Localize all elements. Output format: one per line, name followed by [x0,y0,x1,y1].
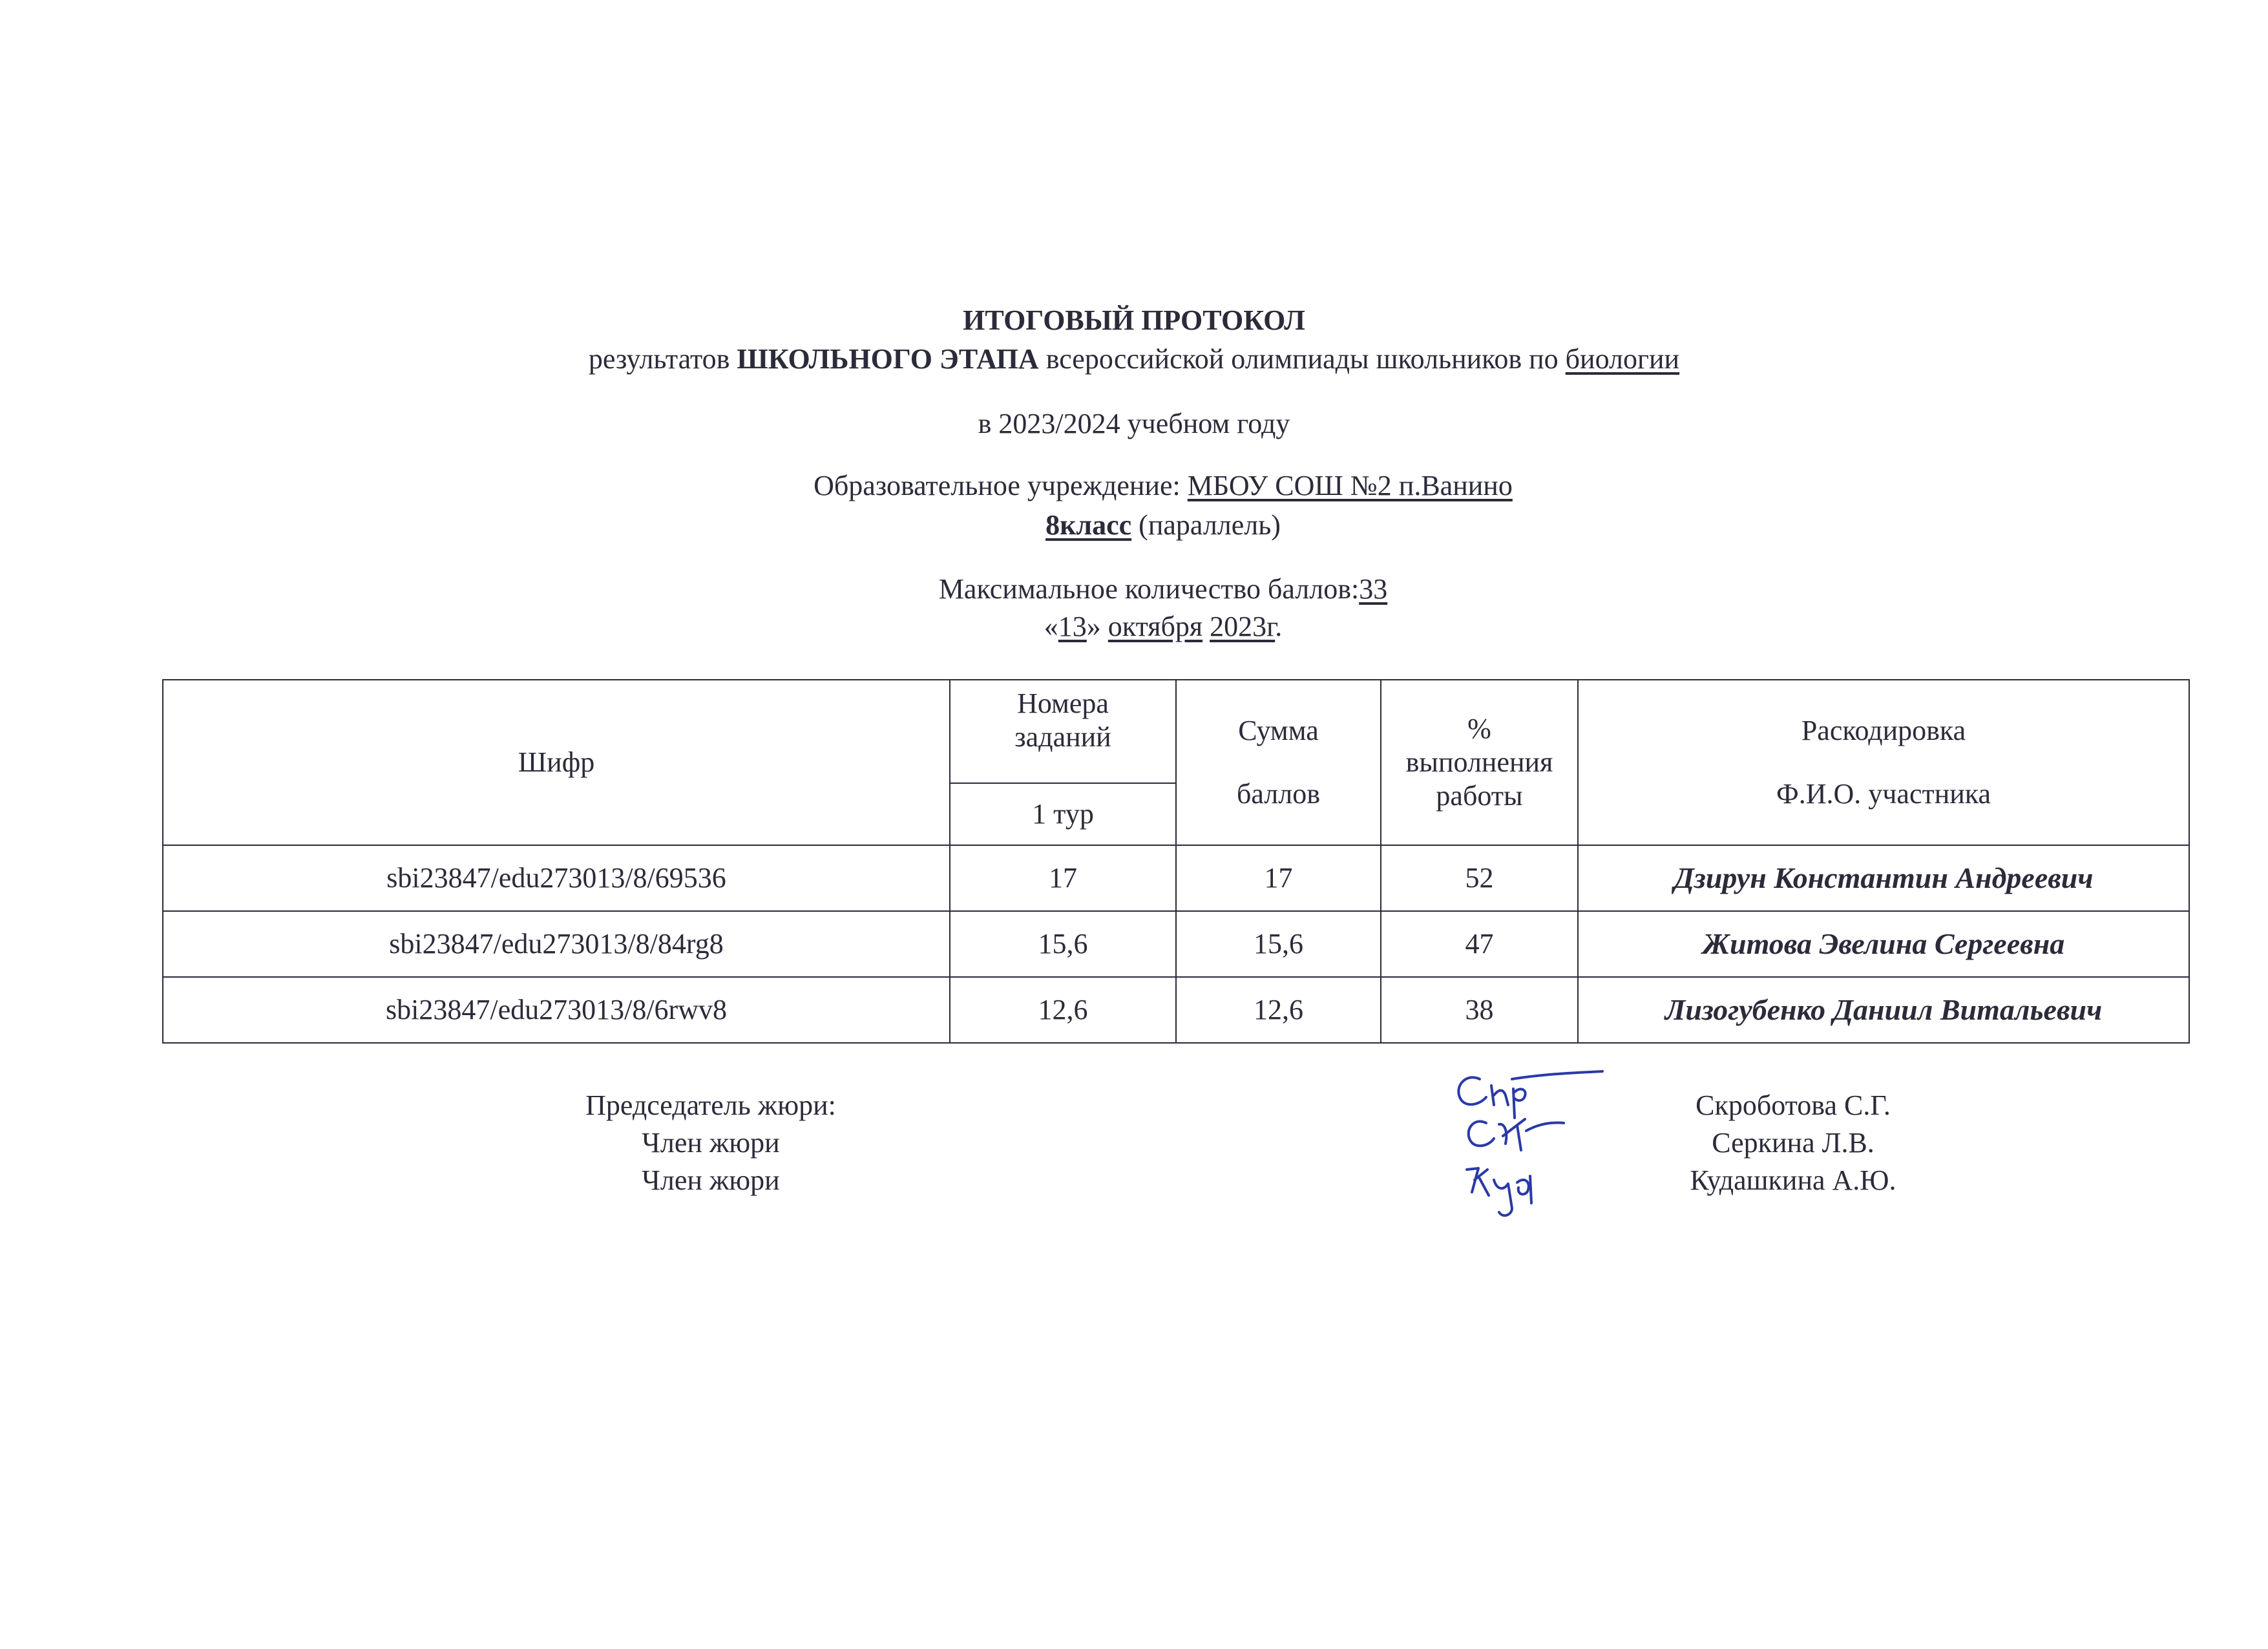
header-decode-line2: Ф.И.О. участника [1776,778,1991,810]
signature-image [1441,1060,1622,1228]
jury-chair-name: Скроботова С.Г. [1696,1089,1891,1121]
cell-sum: 12,6 [1176,977,1381,1043]
subtitle-prefix: результатов [588,343,730,375]
results-table [162,679,2190,1044]
header-sum-line1: Сумма [1238,715,1319,746]
class-line [0,507,2268,543]
table-row [163,977,2189,1043]
header-percent-line1: % [1467,713,1491,744]
document-title: ИТОГОВЫЙ ПРОТОКОЛ [963,304,1305,336]
cell-sum: 17 [1176,845,1381,911]
institution-name: МБОУ СОШ №2 п.Ванино [1187,470,1513,501]
table-row [163,911,2189,977]
header-decode [1578,680,2189,845]
jury-member-name: Серкина Л.В. [1712,1127,1874,1159]
cell-cipher: sbi23847/edu273013/8/69536 [163,845,950,911]
cell-participant-name: Житова Эвелина Сергеевна [1578,911,2189,977]
cell-round: 12,6 [950,977,1176,1043]
cell-cipher: sbi23847/edu273013/8/84rg8 [163,911,950,977]
class-value: 8класс [1045,509,1132,541]
document-subtitle [0,341,2268,377]
cell-percent: 52 [1381,845,1578,911]
jury-member-name: Кудашкина А.Ю. [1690,1164,1896,1196]
cell-participant-name: Дзирун Константин Андреевич [1578,845,2189,911]
header-task-numbers [950,680,1176,783]
class-suffix: (параллель) [1139,509,1281,541]
date-line [0,609,2268,645]
cell-round: 15,6 [950,911,1176,977]
max-score-line [0,571,2268,607]
header-percent-line3: работы [1436,780,1523,812]
cell-round: 17 [950,845,1176,911]
header-round: 1 тур [950,783,1176,845]
subject-name: биологии [1565,343,1680,375]
header-cipher: Шифр [163,680,950,845]
table-header-row [163,680,2189,783]
cell-participant-name: Лизогубенко Даниил Витальевич [1578,977,2189,1043]
academic-year: в 2023/2024 учебном году [978,408,1290,439]
jury-member-label: Член жюри [642,1164,780,1196]
subtitle-middle: всероссийской олимпиады школьников по [1045,343,1559,375]
date-month: октября [1108,611,1203,642]
date-close: » [1086,611,1101,642]
header-sum-line2: баллов [1237,778,1320,810]
header-percent [1381,680,1578,845]
cell-percent: 47 [1381,911,1578,977]
date-dot: . [1275,611,1283,642]
header-sum [1176,680,1381,845]
jury-chair-label: Председатель жюри: [585,1089,836,1121]
header-task-numbers-line1: Номера [1017,688,1109,719]
cell-percent: 38 [1381,977,1578,1043]
header-decode-line1: Раскодировка [1801,715,1966,746]
cell-sum: 15,6 [1176,911,1381,977]
jury-member-label: Член жюри [642,1127,780,1159]
date-open: « [1044,611,1058,642]
header-percent-line2: выполнения [1405,746,1553,778]
stage-name: ШКОЛЬНОГО ЭТАПА [737,343,1039,375]
date-year: 2023г [1210,611,1276,642]
date-day: 13 [1058,611,1087,642]
institution-label: Образовательное учреждение: [814,470,1181,501]
table-row [163,845,2189,911]
max-score-value: 33 [1359,573,1388,605]
max-score-label: Максимальное количество баллов: [938,573,1360,605]
institution-line [0,468,2268,504]
cell-cipher: sbi23847/edu273013/8/6rwv8 [163,977,950,1043]
header-task-numbers-line2: заданий [1014,721,1111,753]
